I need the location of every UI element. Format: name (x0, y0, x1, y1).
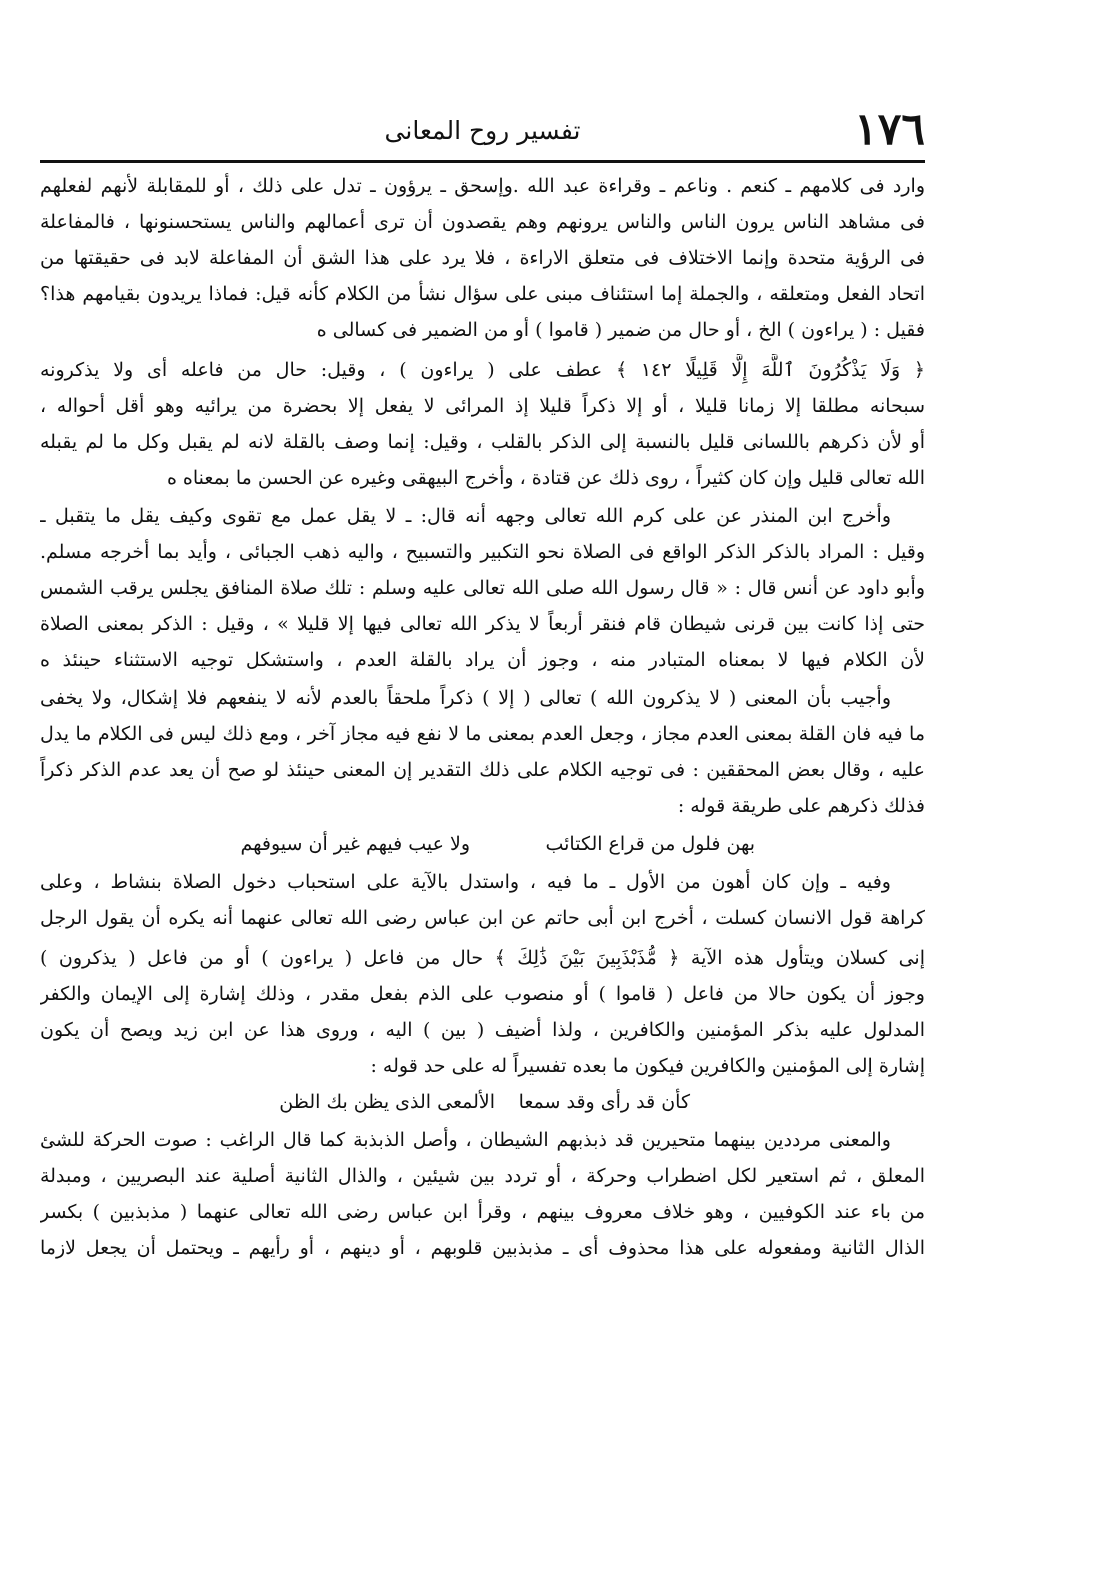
poetry-hemistich: ولا عيب فيهم غير أن سيوفهم (240, 833, 470, 855)
text-line: فقيل : ( يراءون ) الخ ، أو حال من ضمير ( قاموا ) أو من الضمير فى كسالى ه (316, 319, 925, 341)
text-line: أو لأن ذكرهم باللسانى قليل بالنسبة إلى الذكر بالقلب ، وقيل: إنما وصف بالقلة لانه لم يقبل وكل ما لم يقبله (40, 431, 925, 453)
text-line: وأجيب بأن المعنى ( لا يذكرون الله ) تعالى ( إلا ) ذكراً ملحقاً بالعدم لأنه لا ينفعهم فلا إشكال، ولا يخفى (40, 687, 891, 709)
text-line: حتى إذا كانت بين قرنى شيطان قام فنقر أربعاً لا يذكر الله تعالى فيها إلا قليلا » ، وقيل : الذكر بمعنى الصلاة (40, 613, 925, 635)
text-line: لأن الكلام فيها لا بمعناه المتبادر منه ، وجوز أن يراد بالقلة العدم ، واستشكل توجيه الاستثناء حينئذ ه (40, 649, 925, 671)
text-line: سبحانه مطلقا إلا زمانا قليلا ، أو إلا ذكراً قليلا إذ المرائى لا يفعل إلا بحضرة من يرائيه وهو أقل أحواله ، (40, 395, 925, 417)
text-line: الذال الثانية ومفعوله على هذا محذوف أى ـ مذبذبين قلوبهم ، أو دينهم ، أو رأيهم ـ ويحتمل أن يجعل لازما (40, 1237, 925, 1259)
poetry-hemistich: بهن فلول من قراع الكتائب (545, 833, 755, 855)
text-line: والمعنى مرددين بينهما متحيرين قد ذبذبهم الشيطان ، وأصل الذبذبة كما قال الراغب : صوت الحركة للشئ (40, 1129, 891, 1151)
text-line: وفيه ـ وإن كان أهون من الأول ـ ما فيه ، واستدل بالآية على استحباب دخول الصلاة بنشاط ، وعلى (40, 871, 891, 893)
text-line: من باء عند الكوفيين ، وهو خلاف معروف بينهم ، وقرأ ابن عباس رضى الله تعالى عنهما ( مذبذبين ) بكسر (40, 1201, 925, 1223)
text-line: عليه ، وقال بعض المحققين : فى توجيه الكلام على ذلك التقدير إن المعنى حينئذ لو صح أن يعد عدم الذكر ذكراً (40, 759, 925, 781)
text-line: وقيل : المراد بالذكر الذكر الواقع فى الصلاة نحو التكبير والتسبيح ، واليه ذهب الجبائى ، وأيد بما أخرجه مسلم. (40, 541, 925, 563)
poetry-hemistich: الألمعى الذى يظن بك الظن (279, 1091, 495, 1113)
text-line: المدلول عليه بذكر المؤمنين والكافرين ، ولذا أضيف ( بين ) اليه ، وروى هذا عن ابن زيد ويصح أن يكون (40, 1019, 925, 1041)
text-line: وجوز أن يكون حالا من فاعل ( قاموا ) أو منصوب على الذم بفعل مقدر ، وذلك إشارة إلى الإيمان والكفر (40, 983, 925, 1005)
text-line: ما فيه فان القلة بمعنى العدم مجاز ، وجعل العدم بمعنى ما لا نفع فيه مجاز آخر ، ومع ذلك ليس فى الكلام ما يدل (40, 723, 925, 745)
text-line: فى مشاهد الناس يرون الناس والناس يرونهم وهم يقصدون أن ترى أعمالهم والناس يستحسنونها ، فالمفاعلة (40, 211, 925, 233)
poetry-hemistich: كأن قد رأى وقد سمعا (518, 1091, 690, 1113)
text-line: وارد فى كلامهم ـ كنعم . وناعم ـ وقراءة عبد الله .وإسحق ـ يرؤون ـ تدل على ذلك ، أو للمقابلة لأنهم لفعلهم (40, 175, 925, 197)
text-line: وأخرج ابن المنذر عن على كرم الله تعالى وجهه أنه قال: ـ لا يقل عمل مع تقوى وكيف يقل ما يتقبل ـ (40, 505, 891, 527)
text-line: فى الرؤية متحدة وإنما الاختلاف فى متعلق الاراءة ، فلا يرد على هذا الشق أن المفاعلة لابد فى حقيقتها من (40, 247, 925, 269)
text-line: فذلك ذكرهم على طريقة قوله : (677, 795, 925, 817)
text-line: المعلق ، ثم استعير لكل اضطراب وحركة ، أو تردد بين شيئين ، والذال الثانية أصلية عند البصريين ، ومبدلة (40, 1165, 925, 1187)
text-line: كراهة قول الانسان كسلت ، أخرج ابن أبى حاتم عن ابن عباس رضى الله تعالى عنهما أنه يكره أن يقول الرجل (40, 907, 925, 929)
text-line: اتحاد الفعل ومتعلقه ، والجملة إما استئناف مبنى على سؤال نشأ من الكلام كأنه قيل: فماذا يريدون بقيامهم هذا؟ (40, 283, 925, 305)
quran-verse-line: ﴿ وَلَا يَذْكُرُونَ ٱللَّهَ إِلَّا قَلِيلًا ١٤٢ ﴾ عطف على ( يراءون ) ، وقيل: حال من فاعله أى ولا يذكرونه (40, 359, 925, 381)
running-title: تفسير روح المعانى (384, 116, 581, 145)
text-line: إشارة إلى المؤمنين والكافرين فيكون ما بعده تفسيراً له على حد قوله : (370, 1055, 925, 1077)
text-line: وأبو داود عن أنس قال : « قال رسول الله صلى الله تعالى عليه وسلم : تلك صلاة المنافق يجلس يرقب الشمس (40, 577, 925, 599)
page-number: ١٧٦ (854, 104, 925, 155)
text-line: الله تعالى قليل وإن كان كثيراً ، روى ذلك عن قتادة ، وأخرج البيهقى وغيره عن الحسن ما بمعناه ه (166, 467, 925, 489)
page-header (40, 100, 925, 163)
quran-verse-line: إنى كسلان ويتأول هذه الآية ﴿ مُّذَبْذَبِينَ بَيْنَ ذَٰلِكَ ﴾ حال من فاعل ( يراءون ) أو من فاعل ( يذكرون ) (40, 947, 925, 969)
